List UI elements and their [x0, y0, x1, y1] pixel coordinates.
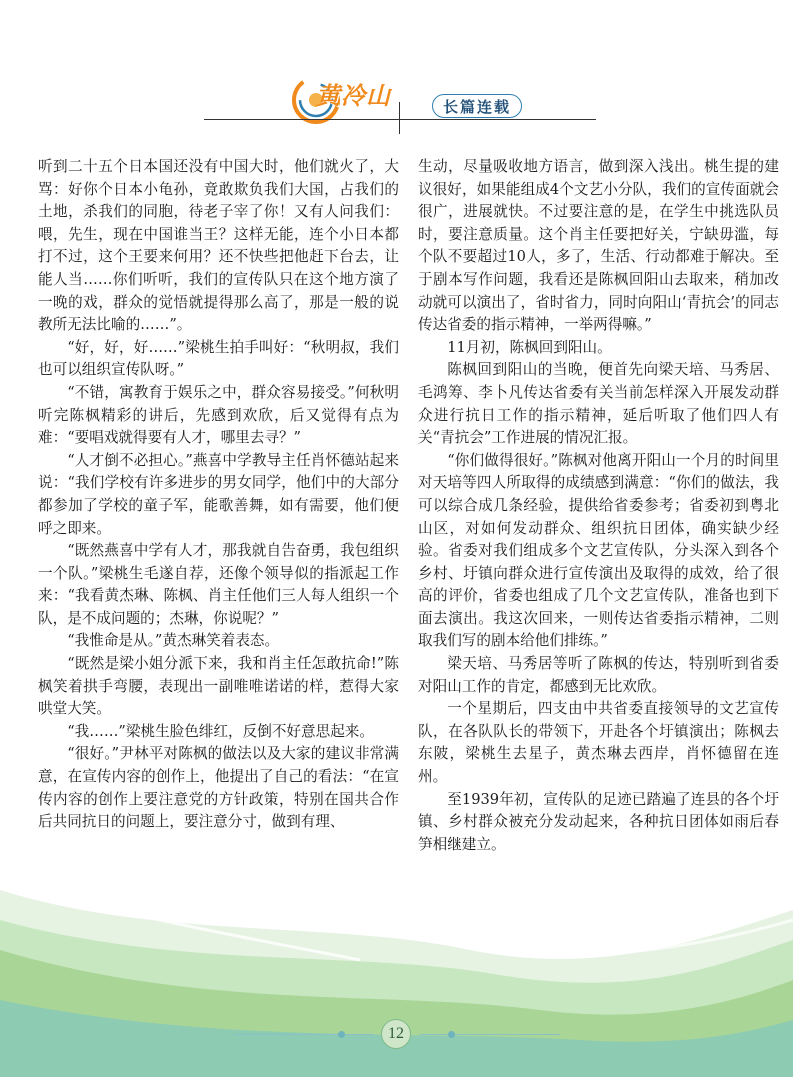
footer-dot-left [338, 1031, 345, 1038]
right-text-column [418, 156, 779, 856]
page-number: 12 [381, 1019, 411, 1049]
paragraph: 梁天培、马秀居等听了陈枫的传达，特别听到省委对阳山工作的肯定，都感到无比欢欣。 [418, 655, 779, 695]
paragraph: 听到二十五个日本国还没有中国大时，他们就火了，大骂：好你个日本小龟孙，竟敢欺负我们大国，占我们的土地，杀我们的同胞，待老子宰了你！又有人问我们：喂，先生，现在中国谁当王？这样无能，连个小日本都打不过，这个王要来何用？还不快些把他赶下台去，让能人当……你们听听，我们的宣传队只在这个地方演了一晚的戏，群众的觉悟就提得那么高了，那是一般的说教所无法比喻的……”。 [38, 158, 399, 334]
paragraph: 至1939年初，宣传队的足迹已踏遍了连县的各个圩镇、乡村群众被充分发动起来，各种抗日团体如雨后春笋相继建立。 [418, 790, 779, 853]
paragraph: 陈枫回到阳山的当晚，便首先向梁天培、马秀居、毛鸿筹、李卜凡传达省委有关当前怎样深入开展发动群众进行抗日工作的指示精神，延后听取了他们四人有关“青抗会”工作进展的情况汇报。 [418, 361, 779, 447]
logo-title: 黄冷山 [316, 81, 391, 110]
paragraph: “我惟命是从。”黄杰琳笑着表态。 [67, 632, 280, 650]
paragraph: 11月初，陈枫回到阳山。 [447, 338, 612, 356]
footer-rule-left [234, 1034, 374, 1035]
paragraph: “你们做得很好。”陈枫对他离开阳山一个月的时间里对天培等四人所取得的成绩感到满意：“你们的做法，我可以综合成几条经验，提供给省委参考；省委初到粤北山区，对如何发动群众、组织抗日团体，确实缺少经验。省委对我们组成多个文艺宣传队，分头深入到各个乡村、圩镇向群众进行宣传演出及取得的成效，给了很高的评价，省委也组成了几个文艺宣传队，准备也到下面去演出。我这次回来，一则传达省委指示精神，二则取我们写的剧本给他们排练。” [418, 451, 779, 650]
paragraph: “不错，寓教育于娱乐之中，群众容易接受。”何秋明听完陈枫精彩的讲后，先感到欢欣，后又觉得有点为难：“要唱戏就得要有人才，哪里去寻？” [38, 383, 399, 447]
paragraph: “我……”梁桃生脸色绯红，反倒不好意思起来。 [67, 722, 374, 740]
header-rule-right [404, 119, 596, 120]
footer-rule-right [420, 1034, 560, 1035]
section-title: 长篇连载 [432, 94, 522, 118]
paragraph: 生动，尽量吸收地方语言，做到深入浅出。桃生提的建议很好，如果能组成4个文艺小分队，我们的宣传面就会很广，进展就快。不过要注意的是，在学生中挑选队员时，要注意质量。这个肖主任要把好关，宁缺毋滥，每个队不要超过10人，多了，生活、行动都难于解决。至于剧本写作问题，我看还是陈枫回阳山去取来，稍加改动就可以演出了，省时省力，同时向阳山‘青抗会’的同志传达省委的指示精神，一举两得嘛。” [418, 158, 779, 334]
paragraph: 一个星期后，四支由中共省委直接领导的文艺宣传队，在各队队长的带领下，开赴各个圩镇演出；陈枫去东陂，梁桃生去星子，黄杰琳去西岸，肖怀德留在连州。 [418, 700, 779, 786]
left-text-column [38, 156, 399, 834]
header-rule-left [204, 119, 396, 120]
paragraph: “很好。”尹林平对陈枫的做法以及大家的建议非常满意，在宣传内容的创作上，他提出了自己的看法：“在宣传内容的创作上要注意党的方针政策，特别在国共合作后共同抗日的问题上，要注意分寸，做到有理、 [38, 745, 399, 831]
header-cross-horizontal [390, 119, 410, 120]
paragraph: “既然是梁小姐分派下来，我和肖主任怎敢抗命!”陈枫笑着拱手弯腰，表现出一副唯唯诺诺的样，惹得大家哄堂大笑。 [38, 655, 399, 718]
header-cross-vertical [399, 102, 400, 134]
footer-dot-right [448, 1031, 455, 1038]
paragraph: “既然燕喜中学有人才，那我就自告奋勇，我包组织一个队。”梁桃生毛遂自荐，还像个领导似的指派起工作来：“我看黄杰琳、陈枫、肖主任他们三人每人组织一个队，是不成问题的；杰琳，你说呢？” [38, 542, 399, 627]
paragraph: “人才倒不必担心。”燕喜中学教导主任肖怀德站起来说：“我们学校有许多进步的男女同学，他们中的大部分都参加了学校的童子军，能歌善舞，如有需要，他们便呼之即来。 [38, 451, 399, 537]
paragraph: “好，好，好……”梁桃生拍手叫好：“秋明叔，我们也可以组织宣传队呀。” [38, 338, 399, 379]
